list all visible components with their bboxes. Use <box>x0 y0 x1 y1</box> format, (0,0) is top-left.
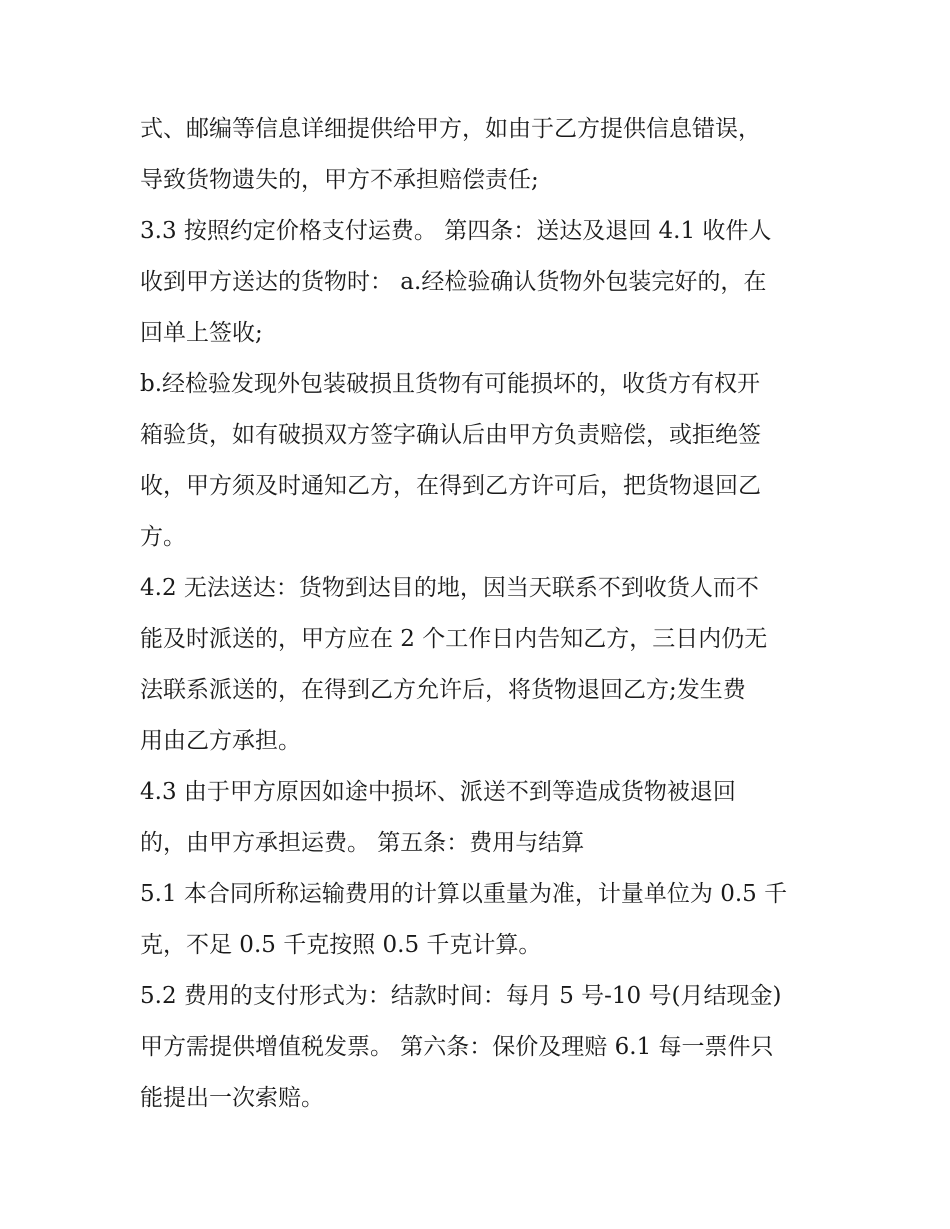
text-line: 5.2 费用的支付形式为：结款时间：每月 5 号-10 号(月结现金) <box>140 983 782 1009</box>
text-line: 法联系派送的，在得到乙方允许后，将货物退回乙方;发生费 <box>140 677 746 703</box>
text-line: 式、邮编等信息详细提供给甲方，如由于乙方提供信息错误， <box>140 116 761 142</box>
text-line: 4.2 无法送达：货物到达目的地，因当天联系不到收货人而不 <box>140 575 759 601</box>
text-line: 能提出一次索赔。 <box>140 1085 324 1111</box>
text-line: 回单上签收; <box>140 320 263 346</box>
text-line: 能及时派送的，甲方应在 2 个工作日内告知乙方，三日内仍无 <box>140 626 768 652</box>
document-body <box>140 104 820 1124</box>
text-line: 收到甲方送达的货物时： a.经检验确认货物外包装完好的，在 <box>140 269 767 295</box>
text-line: 3.3 按照约定价格支付运费。 第四条：送达及退回 4.1 收件人 <box>140 218 772 244</box>
text-line: 导致货物遗失的，甲方不承担赔偿责任; <box>140 167 539 193</box>
text-line: 5.1 本合同所称运输费用的计算以重量为准，计量单位为 0.5 千 <box>140 881 788 907</box>
text-line: 甲方需提供增值税发票。 第六条：保价及理赔 6.1 每一票件只 <box>140 1034 774 1060</box>
text-line: 箱验货，如有破损双方签字确认后由甲方负责赔偿，或拒绝签 <box>140 422 761 448</box>
text-line: 的，由甲方承担运费。 第五条：费用与结算 <box>140 830 585 856</box>
text-line: 收，甲方须及时通知乙方，在得到乙方许可后，把货物退回乙 <box>140 473 761 499</box>
text-line: b.经检验发现外包装破损且货物有可能损坏的，收货方有权开 <box>140 371 761 397</box>
text-line: 4.3 由于甲方原因如途中损坏、派送不到等造成货物被退回 <box>140 779 736 805</box>
text-line: 用由乙方承担。 <box>140 728 301 754</box>
text-line: 方。 <box>140 524 186 550</box>
text-line: 克，不足 0.5 千克按照 0.5 千克计算。 <box>140 932 542 958</box>
